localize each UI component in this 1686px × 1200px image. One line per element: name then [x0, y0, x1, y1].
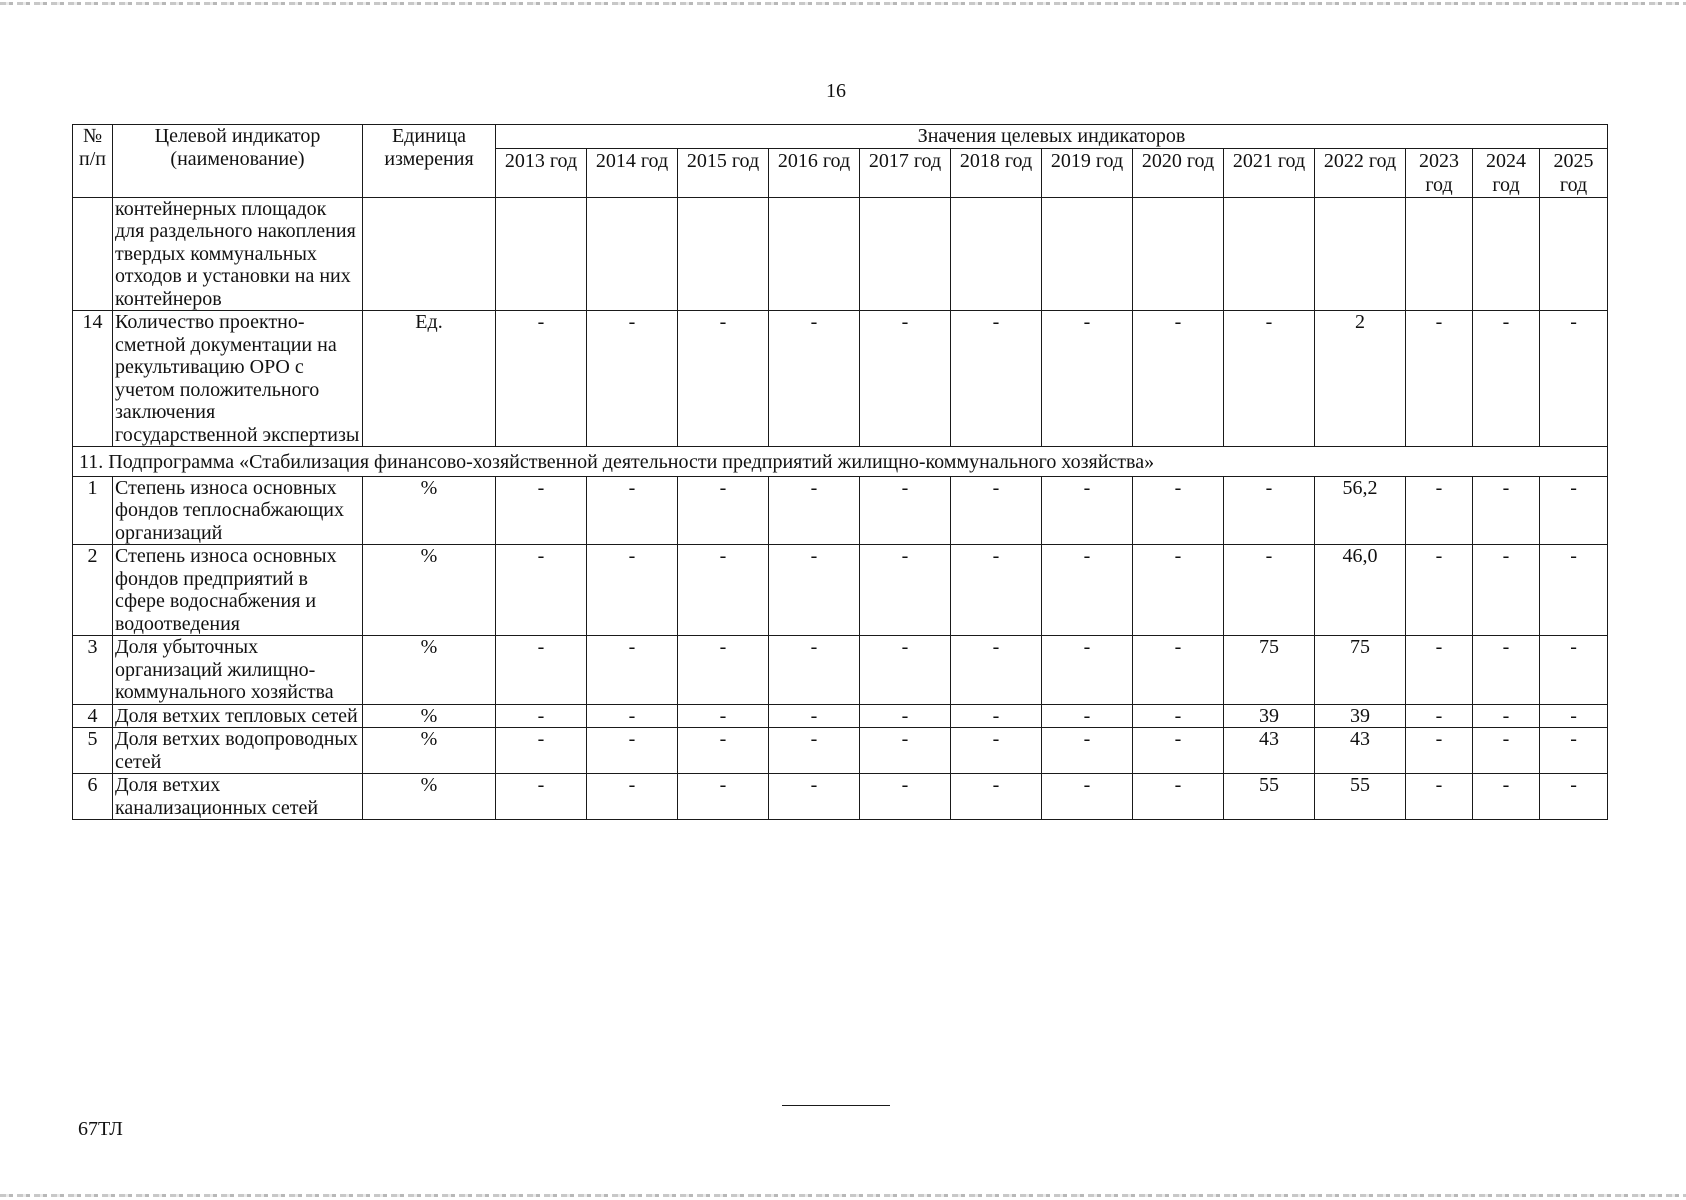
value-cell: -: [1473, 636, 1540, 705]
value-cell: -: [769, 476, 860, 545]
value-cell: -: [769, 545, 860, 636]
value-cell: -: [1540, 636, 1608, 705]
indicator-name: Доля ветхих водопроводных сетей: [113, 728, 363, 774]
value-cell: -: [1224, 545, 1315, 636]
value-cell: 43: [1224, 728, 1315, 774]
value-cell: -: [769, 728, 860, 774]
value-cell: -: [1133, 476, 1224, 545]
header-year: 2018 год: [951, 148, 1042, 197]
value-cell: -: [1473, 774, 1540, 820]
value-cell: -: [587, 636, 678, 705]
value-cell: -: [860, 728, 951, 774]
value-cell: -: [678, 545, 769, 636]
header-year: 2014 год: [587, 148, 678, 197]
row-number: 14: [73, 311, 113, 447]
value-cell: -: [587, 704, 678, 728]
value-cell: 75: [1224, 636, 1315, 705]
row-number: 6: [73, 774, 113, 820]
value-cell: 39: [1224, 704, 1315, 728]
scan-edge-top: [0, 2, 1686, 5]
unit-cell: %: [363, 545, 496, 636]
indicator-name: Доля ветхих канализационных сетей: [113, 774, 363, 820]
indicator-name: Доля убыточных организаций жилищно-коммунального хозяйства: [113, 636, 363, 705]
page-number: 16: [826, 80, 846, 102]
value-cell: -: [769, 636, 860, 705]
value-cell: -: [587, 728, 678, 774]
row-number: [73, 197, 113, 311]
value-cell: -: [1473, 311, 1540, 447]
value-cell: [496, 197, 587, 311]
value-cell: -: [678, 311, 769, 447]
value-cell: -: [1224, 476, 1315, 545]
header-year: 2016 год: [769, 148, 860, 197]
value-cell: -: [769, 774, 860, 820]
value-cell: [678, 197, 769, 311]
value-cell: [587, 197, 678, 311]
value-cell: -: [860, 774, 951, 820]
value-cell: [1042, 197, 1133, 311]
value-cell: 43: [1315, 728, 1406, 774]
table-row: [73, 545, 1608, 636]
header-year: 2024 год: [1473, 148, 1540, 197]
value-cell: -: [1406, 704, 1473, 728]
table-body: [73, 197, 1608, 820]
value-cell: -: [587, 545, 678, 636]
value-cell: [1224, 197, 1315, 311]
value-cell: -: [1133, 636, 1224, 705]
unit-cell: [363, 197, 496, 311]
value-cell: -: [1133, 545, 1224, 636]
indicator-name: контейнерных площадок для раздельного накопления твердых коммунальных отходов и установки на них контейнеров: [113, 197, 363, 311]
value-cell: -: [951, 311, 1042, 447]
row-number: 5: [73, 728, 113, 774]
value-cell: 75: [1315, 636, 1406, 705]
indicator-name: Доля ветхих тепловых сетей: [113, 704, 363, 728]
scan-edge-bottom: [0, 1194, 1686, 1197]
table-row: [73, 704, 1608, 728]
footer-divider: [782, 1105, 890, 1106]
value-cell: -: [951, 476, 1042, 545]
header-year: 2013 год: [496, 148, 587, 197]
value-cell: -: [1042, 545, 1133, 636]
header-year: 2021 год: [1224, 148, 1315, 197]
value-cell: -: [1540, 311, 1608, 447]
value-cell: 2: [1315, 311, 1406, 447]
value-cell: -: [1042, 704, 1133, 728]
value-cell: -: [860, 545, 951, 636]
unit-cell: %: [363, 728, 496, 774]
value-cell: -: [678, 728, 769, 774]
value-cell: -: [1473, 728, 1540, 774]
unit-cell: %: [363, 636, 496, 705]
table-row: [73, 774, 1608, 820]
unit-cell: %: [363, 704, 496, 728]
value-cell: -: [1042, 774, 1133, 820]
value-cell: -: [587, 311, 678, 447]
indicators-table: [72, 124, 1608, 820]
section-title: 11. Подпрограмма «Стабилизация финансово-хозяйственной деятельности предприятий жилищно-коммунального хозяйства»: [73, 447, 1608, 477]
value-cell: -: [496, 545, 587, 636]
value-cell: -: [951, 704, 1042, 728]
value-cell: -: [1042, 728, 1133, 774]
header-indicator: Целевой индикатор (наименование): [113, 125, 363, 198]
value-cell: [951, 197, 1042, 311]
table-row: [73, 476, 1608, 545]
value-cell: -: [1540, 545, 1608, 636]
header-year: 2025 год: [1540, 148, 1608, 197]
value-cell: 46,0: [1315, 545, 1406, 636]
header-unit: Единица измерения: [363, 125, 496, 198]
value-cell: -: [678, 704, 769, 728]
value-cell: -: [860, 636, 951, 705]
value-cell: 56,2: [1315, 476, 1406, 545]
value-cell: 39: [1315, 704, 1406, 728]
table-row: [73, 728, 1608, 774]
value-cell: -: [1042, 311, 1133, 447]
indicator-name: Количество проектно-сметной документации на рекультивацию ОРО с учетом положительного заключения государственной экспертизы: [113, 311, 363, 447]
indicator-name: Степень износа основных фондов предприятий в сфере водоснабжения и водоотведения: [113, 545, 363, 636]
value-cell: [1540, 197, 1608, 311]
value-cell: -: [860, 476, 951, 545]
row-number: 4: [73, 704, 113, 728]
value-cell: [1406, 197, 1473, 311]
header-year: 2019 год: [1042, 148, 1133, 197]
unit-cell: Ед.: [363, 311, 496, 447]
row-number: 1: [73, 476, 113, 545]
value-cell: -: [951, 728, 1042, 774]
value-cell: -: [860, 704, 951, 728]
header-year: 2015 год: [678, 148, 769, 197]
value-cell: -: [496, 476, 587, 545]
value-cell: -: [1042, 476, 1133, 545]
header-values: Значения целевых индикаторов: [496, 125, 1608, 149]
value-cell: -: [769, 704, 860, 728]
value-cell: -: [1540, 774, 1608, 820]
value-cell: -: [1540, 704, 1608, 728]
value-cell: -: [1540, 476, 1608, 545]
value-cell: [1133, 197, 1224, 311]
value-cell: -: [1406, 636, 1473, 705]
value-cell: -: [1540, 728, 1608, 774]
value-cell: 55: [1224, 774, 1315, 820]
value-cell: -: [1406, 476, 1473, 545]
header-year: 2023 год: [1406, 148, 1473, 197]
header-year: 2022 год: [1315, 148, 1406, 197]
value-cell: -: [587, 774, 678, 820]
value-cell: [860, 197, 951, 311]
value-cell: [1315, 197, 1406, 311]
value-cell: -: [1406, 728, 1473, 774]
value-cell: -: [951, 545, 1042, 636]
table-row: [73, 636, 1608, 705]
section-row: [73, 447, 1608, 477]
value-cell: -: [587, 476, 678, 545]
value-cell: -: [1133, 311, 1224, 447]
value-cell: -: [496, 704, 587, 728]
value-cell: -: [951, 774, 1042, 820]
value-cell: -: [1473, 704, 1540, 728]
value-cell: -: [1406, 545, 1473, 636]
value-cell: -: [1473, 476, 1540, 545]
header-year: 2020 год: [1133, 148, 1224, 197]
indicator-name: Степень износа основных фондов теплоснабжающих организаций: [113, 476, 363, 545]
value-cell: [769, 197, 860, 311]
value-cell: -: [496, 311, 587, 447]
row-number: 3: [73, 636, 113, 705]
value-cell: -: [678, 636, 769, 705]
header-num: № п/п: [73, 125, 113, 198]
value-cell: -: [678, 476, 769, 545]
unit-cell: %: [363, 774, 496, 820]
value-cell: -: [1133, 728, 1224, 774]
header-year: 2017 год: [860, 148, 951, 197]
value-cell: -: [1133, 774, 1224, 820]
value-cell: -: [496, 774, 587, 820]
row-number: 2: [73, 545, 113, 636]
table-row: [73, 197, 1608, 311]
value-cell: -: [678, 774, 769, 820]
value-cell: -: [496, 636, 587, 705]
value-cell: -: [496, 728, 587, 774]
table-row: [73, 311, 1608, 447]
value-cell: -: [951, 636, 1042, 705]
value-cell: -: [769, 311, 860, 447]
footer-code: 67ТЛ: [78, 1118, 123, 1140]
value-cell: -: [1042, 636, 1133, 705]
value-cell: -: [1406, 311, 1473, 447]
value-cell: -: [1473, 545, 1540, 636]
value-cell: 55: [1315, 774, 1406, 820]
value-cell: -: [1133, 704, 1224, 728]
unit-cell: %: [363, 476, 496, 545]
value-cell: [1473, 197, 1540, 311]
value-cell: -: [1224, 311, 1315, 447]
value-cell: -: [1406, 774, 1473, 820]
value-cell: -: [860, 311, 951, 447]
